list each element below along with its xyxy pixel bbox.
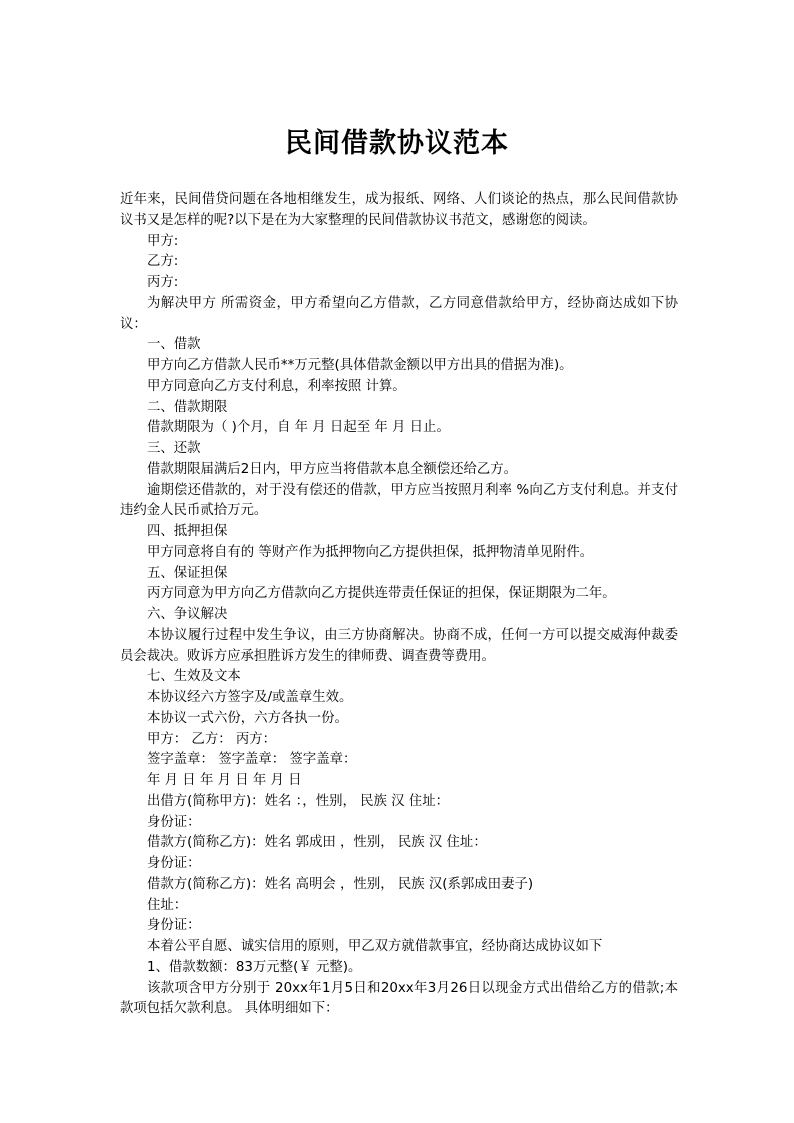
document-paragraph: 身份证：	[147, 918, 201, 934]
document-paragraph: 七、生效及文本	[147, 669, 241, 685]
document-paragraph: 乙方:	[147, 254, 179, 270]
document-paragraph: 三、还款	[147, 441, 201, 456]
document-paragraph: 逾期偿还借款的，对于没有偿还的借款，甲方应当按照月利率 %向乙方支付利息。并支付违约金人民币贰拾万元。	[120, 482, 678, 519]
document-paragraph: 丙方同意为甲方向乙方借款向乙方提供连带责任保证的担保，保证期限为二年。	[147, 586, 616, 602]
document-paragraph: 借款期限届满后2日内，甲方应当将借款本息全额偿还给乙方。	[147, 461, 518, 477]
document-paragraph: 本协议经六方签字及/或盖章生效。	[147, 690, 353, 705]
document-paragraph: 六、争议解决	[147, 607, 228, 622]
document-paragraph: 借款方(简称乙方)：姓名 郭成田 ，性别， 民族 汉 住址：	[147, 835, 487, 851]
document-paragraph: 甲方同意向乙方支付利息，利率按照 计算。	[147, 378, 406, 394]
document-paragraph: 该款项含甲方分别于 20xx年1月5日和20xx年3月26日以现金方式出借给乙方的借款;本款项包括欠款利息。 具体明细如下：	[120, 980, 678, 1017]
document-paragraph: 五、保证担保	[147, 565, 228, 581]
document-paragraph: 二、借款期限	[147, 399, 228, 415]
document-paragraph: 住址：	[147, 897, 188, 913]
document-paragraph: 1、借款数额：83万元整(￥ 元整)。	[147, 959, 362, 975]
document-paragraph: 甲方同意将自有的 等财产作为抵押物向乙方提供担保，抵押物清单见附件。	[147, 544, 594, 560]
document-paragraph: 甲方： 乙方： 丙方：	[147, 731, 277, 747]
document-paragraph: 借款方(简称乙方)：姓名 高明会 ，性别， 民族 汉(系郭成田妻子)	[147, 876, 534, 892]
document-paragraph: 丙方:	[147, 275, 179, 290]
document-paragraph: 甲方:	[147, 233, 179, 249]
document-title: 民间借款协议范本	[285, 128, 509, 159]
document-paragraph: 签字盖章： 签字盖章： 签字盖章：	[147, 752, 357, 768]
document-paragraph: 近年来，民间借贷问题在各地相继发生，成为报纸、网络、人们谈论的热点，那么民间借款协议书又是怎样的呢?以下是在为大家整理的民间借款协议书范文，感谢您的阅读。	[120, 192, 678, 228]
document-body	[120, 190, 678, 1020]
document-paragraph: 出借方(简称甲方)：姓名 ：，性别， 民族 汉 住址：	[147, 793, 449, 809]
document-paragraph: 为解决甲方 所需资金，甲方希望向乙方借款，乙方同意借款给甲方，经协商达成如下协议：	[120, 295, 678, 332]
document-paragraph: 借款期限为（ )个月，自 年 月 日起至 年 月 日止。	[147, 420, 450, 436]
document-paragraph: 身份证：	[147, 814, 201, 830]
document-paragraph: 四、抵押担保	[147, 524, 228, 539]
document-paragraph: 甲方向乙方借款人民币**万元整(具体借款金额以甲方出具的借据为准)。	[147, 358, 573, 373]
document-paragraph: 本着公平自愿、诚实信用的原则，甲乙双方就借款事宜，经协商达成协议如下	[147, 939, 603, 954]
document-paragraph: 本协议履行过程中发生争议，由三方协商解决。协商不成，任何一方可以提交威海仲裁委员会裁决。败诉方应承担胜诉方发生的律师费、调查费等费用。	[120, 627, 678, 664]
document-paragraph: 本协议一式六份，六方各执一份。	[147, 710, 348, 726]
document-paragraph: 一、借款	[147, 337, 201, 353]
document-paragraph: 年 月 日 年 月 日 年 月 日	[147, 773, 302, 788]
document-paragraph: 身份证：	[147, 856, 201, 871]
